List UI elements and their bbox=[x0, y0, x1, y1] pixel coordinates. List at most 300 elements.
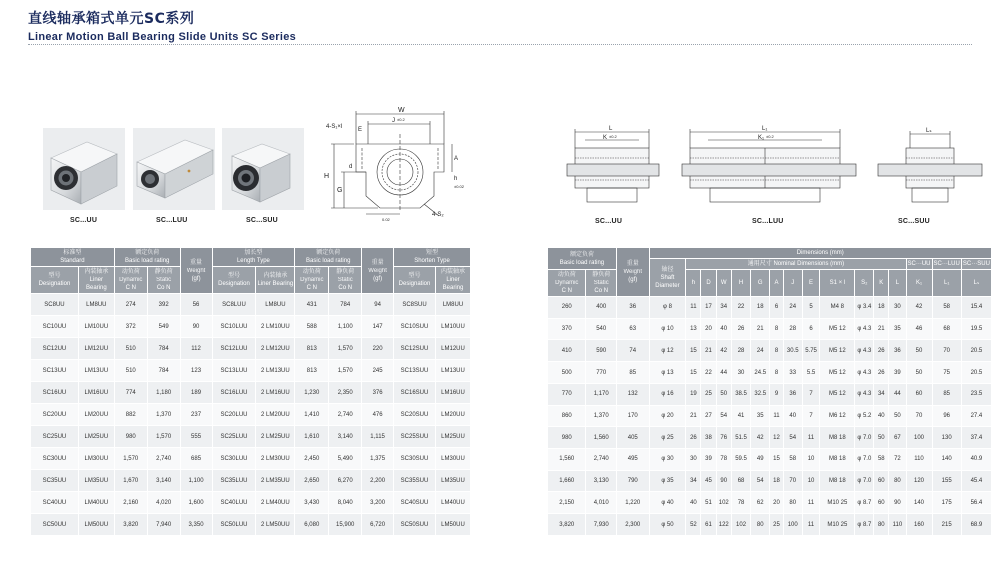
table-cell: 8 bbox=[770, 318, 783, 340]
table-cell: 1,220 bbox=[616, 492, 649, 514]
table-cell: 123 bbox=[180, 360, 212, 382]
col-dynamic-long: 动负荷 Dynamic C N bbox=[295, 267, 329, 294]
table-cell: M5 12 bbox=[820, 383, 855, 405]
table-cell: 175 bbox=[932, 492, 961, 514]
table-cell: 2 LM40UU bbox=[256, 492, 295, 514]
table-row bbox=[548, 514, 992, 536]
table-cell: 24.5 bbox=[751, 362, 770, 384]
table-cell: 6,270 bbox=[329, 470, 362, 492]
table-cell: SC10SUU bbox=[394, 316, 436, 338]
table-cell: 3,820 bbox=[548, 514, 586, 536]
table-cell: 1,570 bbox=[329, 338, 362, 360]
table-cell: 68.9 bbox=[961, 514, 991, 536]
table-cell: 32.5 bbox=[751, 383, 770, 405]
table-cell: 2,740 bbox=[586, 449, 616, 471]
table-cell: 44 bbox=[889, 383, 906, 405]
col-static-dim: 静负荷 Static Co N bbox=[586, 270, 616, 297]
table-cell: 42 bbox=[751, 427, 770, 449]
table-cell: 58 bbox=[783, 449, 802, 471]
table-cell: 590 bbox=[586, 340, 616, 362]
table-cell: 27 bbox=[701, 405, 716, 427]
table-cell: 110 bbox=[889, 514, 906, 536]
table-cell: 80 bbox=[783, 492, 802, 514]
table-cell: 50 bbox=[716, 383, 731, 405]
table-cell: 50 bbox=[906, 340, 932, 362]
table-cell: SC25UU bbox=[31, 426, 79, 448]
table-cell: M5 12 bbox=[820, 362, 855, 384]
table-cell: 400 bbox=[586, 297, 616, 319]
table-cell: 10 bbox=[802, 449, 819, 471]
table-row bbox=[548, 492, 992, 514]
table-row bbox=[548, 470, 992, 492]
table-cell: 102 bbox=[731, 514, 750, 536]
table-cell: 260 bbox=[548, 297, 586, 319]
table-cell: 1,100 bbox=[329, 316, 362, 338]
table-cell: 30 bbox=[686, 449, 701, 471]
table-cell: 140 bbox=[932, 449, 961, 471]
table-cell: SC16UU bbox=[31, 382, 79, 404]
table-row bbox=[548, 297, 992, 319]
table-cell: 22 bbox=[701, 362, 716, 384]
table-cell: 588 bbox=[295, 316, 329, 338]
table-cell: SC50UU bbox=[31, 514, 79, 536]
table-cell: SC8UU bbox=[31, 294, 79, 316]
col-dim: S1 × l bbox=[820, 270, 855, 297]
table-cell: 2,200 bbox=[362, 470, 394, 492]
table-cell: SC12UU bbox=[31, 338, 79, 360]
table-cell: φ 10 bbox=[649, 318, 686, 340]
table-cell: 4,010 bbox=[586, 492, 616, 514]
table-cell: 980 bbox=[548, 427, 586, 449]
table-cell: LM30UU bbox=[435, 448, 470, 470]
dim-j: J bbox=[392, 118, 395, 124]
table-cell: SC35UU bbox=[31, 470, 79, 492]
table-cell: 21 bbox=[686, 405, 701, 427]
table-cell: 1,610 bbox=[295, 426, 329, 448]
table-cell: SC8LUU bbox=[212, 294, 256, 316]
header-divider bbox=[28, 44, 972, 45]
table-cell: 30 bbox=[731, 362, 750, 384]
table-cell: 2,160 bbox=[114, 492, 147, 514]
table-cell: SC12SUU bbox=[394, 338, 436, 360]
table-cell: 122 bbox=[716, 514, 731, 536]
table-cell: 2,150 bbox=[548, 492, 586, 514]
table-cell: φ 35 bbox=[649, 470, 686, 492]
table-cell: 237 bbox=[180, 404, 212, 426]
col-dim: E bbox=[802, 270, 819, 297]
table-cell: SC20UU bbox=[31, 404, 79, 426]
table-cell: LM20UU bbox=[78, 404, 114, 426]
table-cell: 102 bbox=[716, 492, 731, 514]
table-cell: 2 LM20UU bbox=[256, 404, 295, 426]
table-cell: 19 bbox=[686, 383, 701, 405]
table-cell: 15.4 bbox=[961, 297, 991, 319]
table-cell: 7,940 bbox=[147, 514, 180, 536]
table-cell: 74 bbox=[616, 340, 649, 362]
table-cell: LM20UU bbox=[435, 404, 470, 426]
table-cell: 370 bbox=[548, 318, 586, 340]
table-cell: 38.5 bbox=[731, 383, 750, 405]
dim-s1: 4-S₁×l bbox=[326, 124, 343, 130]
table-cell: 2 LM16UU bbox=[256, 382, 295, 404]
table-cell: 130 bbox=[932, 427, 961, 449]
table-cell: 40 bbox=[716, 318, 731, 340]
table-cell: 770 bbox=[548, 383, 586, 405]
table-cell: 26 bbox=[731, 318, 750, 340]
table-cell: 3,430 bbox=[295, 492, 329, 514]
table-cell: 510 bbox=[114, 360, 147, 382]
table-cell: 60 bbox=[874, 492, 889, 514]
table-cell: 372 bbox=[114, 316, 147, 338]
photo-label-uu: SC...UU bbox=[70, 217, 98, 224]
table-cell: LM16UU bbox=[78, 382, 114, 404]
table-cell: 1,100 bbox=[180, 470, 212, 492]
table-cell: 21 bbox=[751, 318, 770, 340]
col-dim: D bbox=[701, 270, 716, 297]
table-cell: LM25UU bbox=[435, 426, 470, 448]
table-cell: 405 bbox=[616, 427, 649, 449]
table-cell: 80 bbox=[874, 514, 889, 536]
table-cell: 1,170 bbox=[586, 383, 616, 405]
table-cell: φ 7.0 bbox=[855, 427, 874, 449]
table-cell: φ 3.4 bbox=[855, 297, 874, 319]
table-cell: 51 bbox=[701, 492, 716, 514]
table-cell: φ 25 bbox=[649, 427, 686, 449]
table-cell: 36 bbox=[616, 297, 649, 319]
photo-label-luu: SC...LUU bbox=[156, 217, 188, 224]
table-cell: 50 bbox=[874, 427, 889, 449]
table-cell: 85 bbox=[932, 383, 961, 405]
title-chinese: 直线轴承箱式单元SC系列 bbox=[28, 11, 195, 27]
table-cell: 500 bbox=[548, 362, 586, 384]
table-cell: SC50LUU bbox=[212, 514, 256, 536]
table-cell: 132 bbox=[616, 383, 649, 405]
table-cell: M6 12 bbox=[820, 405, 855, 427]
table-cell: 42 bbox=[716, 340, 731, 362]
table-cell: 8 bbox=[770, 362, 783, 384]
front-view-drawing bbox=[304, 104, 464, 224]
dim-s2: 4-S₂ bbox=[432, 212, 444, 218]
table-cell: 52 bbox=[686, 514, 701, 536]
table-cell: 56.4 bbox=[961, 492, 991, 514]
group-length-type: 加长型 Length Type bbox=[212, 248, 295, 267]
table-cell: 49 bbox=[751, 449, 770, 471]
table-cell: 147 bbox=[362, 316, 394, 338]
table-cell: 60 bbox=[906, 383, 932, 405]
table-cell: 11 bbox=[802, 427, 819, 449]
col-dim: L₁ bbox=[932, 270, 961, 297]
table-cell: 27.4 bbox=[961, 405, 991, 427]
table-cell: 7 bbox=[802, 405, 819, 427]
table-cell: 2,350 bbox=[329, 382, 362, 404]
table-cell: 68 bbox=[731, 470, 750, 492]
table-cell: 215 bbox=[932, 514, 961, 536]
table-cell: 19.5 bbox=[961, 318, 991, 340]
table-cell: 770 bbox=[586, 362, 616, 384]
table-row bbox=[548, 427, 992, 449]
table-cell: 12 bbox=[770, 427, 783, 449]
table-cell: SC40SUU bbox=[394, 492, 436, 514]
title-english: Linear Motion Ball Bearing Slide Units SC Series bbox=[28, 31, 297, 43]
table-cell: φ 5.2 bbox=[855, 405, 874, 427]
table-cell: 6,080 bbox=[295, 514, 329, 536]
table-cell: 189 bbox=[180, 382, 212, 404]
table-cell: SC20SUU bbox=[394, 404, 436, 426]
col-static-long: 静负荷 Static Co N bbox=[329, 267, 362, 294]
dim-flatness: 0.02 bbox=[382, 217, 390, 222]
table-cell: 11 bbox=[802, 492, 819, 514]
table-cell: 61 bbox=[701, 514, 716, 536]
table-cell: 58 bbox=[932, 297, 961, 319]
table-cell: 20 bbox=[770, 492, 783, 514]
dim-h: h bbox=[454, 176, 458, 182]
table-cell: 94 bbox=[362, 294, 394, 316]
table-cell: 1,370 bbox=[586, 405, 616, 427]
table-cell: 28 bbox=[783, 318, 802, 340]
table-cell: 6 bbox=[802, 318, 819, 340]
table-cell: 2 LM12UU bbox=[256, 338, 295, 360]
col-dim: h bbox=[686, 270, 701, 297]
table-cell: 1,370 bbox=[147, 404, 180, 426]
table-cell: 40 bbox=[686, 492, 701, 514]
section-drawing-luu bbox=[680, 122, 860, 214]
table-cell: 21 bbox=[874, 318, 889, 340]
table-cell: 30.5 bbox=[783, 340, 802, 362]
table-row bbox=[548, 383, 992, 405]
table-cell: SC13UU bbox=[31, 360, 79, 382]
dim-k-tol: ±0.2 bbox=[609, 134, 617, 139]
table-cell: 1,570 bbox=[114, 448, 147, 470]
table-cell: 2,740 bbox=[147, 448, 180, 470]
col-dim: Lₛ bbox=[961, 270, 991, 297]
table-row bbox=[31, 426, 471, 448]
table-cell: 15 bbox=[770, 449, 783, 471]
col-dim: K₁ bbox=[906, 270, 932, 297]
table-cell: 39 bbox=[889, 362, 906, 384]
table-cell: 35 bbox=[889, 318, 906, 340]
dim-k1-tol: ±0.2 bbox=[766, 134, 774, 139]
table-cell: 1,600 bbox=[180, 492, 212, 514]
table-cell: SC16SUU bbox=[394, 382, 436, 404]
table-cell: φ 4.3 bbox=[855, 340, 874, 362]
table-cell: 2,450 bbox=[295, 448, 329, 470]
table-cell: 45 bbox=[701, 470, 716, 492]
table-cell: 2,740 bbox=[329, 404, 362, 426]
table-cell: 90 bbox=[180, 316, 212, 338]
table-row bbox=[31, 448, 471, 470]
col-liner-bearing: 内装轴承 Liner Bearing bbox=[78, 267, 114, 294]
table-cell: SC13LUU bbox=[212, 360, 256, 382]
table-cell: 3,820 bbox=[114, 514, 147, 536]
table-cell: M5 12 bbox=[820, 340, 855, 362]
col-dynamic: 动负荷 Dynamic C N bbox=[114, 267, 147, 294]
table-cell: 46 bbox=[906, 318, 932, 340]
table-cell: SC13SUU bbox=[394, 360, 436, 382]
col-shaft-diameter: 轴径 Shaft Diameter bbox=[649, 259, 686, 297]
table-row bbox=[31, 514, 471, 536]
table-cell: 1,230 bbox=[295, 382, 329, 404]
table-cell: 44 bbox=[716, 362, 731, 384]
table-cell: M10 25 bbox=[820, 514, 855, 536]
table-cell: 20.5 bbox=[961, 340, 991, 362]
table-cell: SC30UU bbox=[31, 448, 79, 470]
table-cell: 160 bbox=[906, 514, 932, 536]
table-cell: SC12LUU bbox=[212, 338, 256, 360]
dim-d: d bbox=[349, 164, 353, 170]
table-cell: φ 30 bbox=[649, 449, 686, 471]
table-cell: 90 bbox=[716, 470, 731, 492]
table-cell: 2 LM25UU bbox=[256, 426, 295, 448]
table-cell: 790 bbox=[616, 470, 649, 492]
table-row bbox=[31, 492, 471, 514]
table-cell: 8 bbox=[770, 340, 783, 362]
group-shorten-type: 短型 Shorten Type bbox=[394, 248, 471, 267]
table-cell: 20.5 bbox=[961, 362, 991, 384]
table-cell: M4 8 bbox=[820, 297, 855, 319]
table-cell: 23.5 bbox=[961, 383, 991, 405]
product-photo-sc-luu bbox=[133, 128, 215, 210]
table-cell: 2 LM50UU bbox=[256, 514, 295, 536]
table-cell: 50 bbox=[889, 405, 906, 427]
table-cell: 882 bbox=[114, 404, 147, 426]
dim-a: A bbox=[454, 156, 459, 162]
table-row bbox=[31, 382, 471, 404]
table-cell: 120 bbox=[906, 470, 932, 492]
page-header bbox=[28, 8, 296, 43]
table-cell: LM8UU bbox=[256, 294, 295, 316]
col-dim: S₂ bbox=[855, 270, 874, 297]
table-cell: SC10LUU bbox=[212, 316, 256, 338]
table-cell: 41 bbox=[731, 405, 750, 427]
col-weight-dim: 重量 Weight (gf) bbox=[616, 248, 649, 297]
table-cell: 7 bbox=[802, 383, 819, 405]
table-cell: LM50UU bbox=[78, 514, 114, 536]
table-cell: 1,570 bbox=[329, 360, 362, 382]
load-rating-table bbox=[30, 247, 471, 536]
dim-w: W bbox=[398, 107, 405, 114]
dim-h-tol: ±0.02 bbox=[454, 184, 464, 189]
table-cell: 3,130 bbox=[586, 470, 616, 492]
dim-l: L bbox=[609, 126, 613, 132]
table-cell: SC25SUU bbox=[394, 426, 436, 448]
table-cell: 274 bbox=[114, 294, 147, 316]
table-cell: 376 bbox=[362, 382, 394, 404]
table-cell: LM16UU bbox=[435, 382, 470, 404]
table-cell: 67 bbox=[889, 427, 906, 449]
table-cell: 2 LM13UU bbox=[256, 360, 295, 382]
table-cell: 1,660 bbox=[548, 470, 586, 492]
table-cell: 40.9 bbox=[961, 449, 991, 471]
table-cell: φ 13 bbox=[649, 362, 686, 384]
table-cell: 63 bbox=[616, 318, 649, 340]
dimensions-table bbox=[547, 247, 992, 536]
table-cell: 18 bbox=[751, 297, 770, 319]
table-cell: 11 bbox=[686, 297, 701, 319]
table-row bbox=[31, 470, 471, 492]
table-cell: 54 bbox=[783, 427, 802, 449]
table-cell: φ 12 bbox=[649, 340, 686, 362]
table-cell: 1,180 bbox=[147, 382, 180, 404]
table-row bbox=[548, 449, 992, 471]
table-cell: 4,020 bbox=[147, 492, 180, 514]
product-photo-sc-suu bbox=[222, 128, 304, 210]
table-cell: 3,140 bbox=[147, 470, 180, 492]
table-cell: M8 18 bbox=[820, 427, 855, 449]
table-cell: 860 bbox=[548, 405, 586, 427]
table-cell: 18 bbox=[874, 297, 889, 319]
table-cell: 540 bbox=[586, 318, 616, 340]
table-cell: 26 bbox=[874, 362, 889, 384]
table-cell: 3,140 bbox=[329, 426, 362, 448]
table-cell: 15 bbox=[686, 340, 701, 362]
table-cell: 11 bbox=[802, 514, 819, 536]
table-cell: 1,560 bbox=[586, 427, 616, 449]
table-cell: LM10UU bbox=[78, 316, 114, 338]
dim-l1: L₁ bbox=[762, 126, 768, 132]
col-liner-bearing-long: 内装轴承 Liner Bearing bbox=[256, 267, 295, 294]
table-cell: LM13UU bbox=[78, 360, 114, 382]
col-designation-short: 型号 Designation bbox=[394, 267, 436, 294]
table-cell: φ 8 bbox=[649, 297, 686, 319]
table-cell: 33 bbox=[783, 362, 802, 384]
table-cell: 784 bbox=[147, 360, 180, 382]
table-cell: 13 bbox=[686, 318, 701, 340]
photo-label-suu: SC...SUU bbox=[246, 217, 278, 224]
table-cell: 34 bbox=[686, 470, 701, 492]
dim-ls: Lₛ bbox=[926, 128, 932, 134]
table-cell: 80 bbox=[889, 470, 906, 492]
table-cell: 58 bbox=[874, 449, 889, 471]
table-cell: 39 bbox=[701, 449, 716, 471]
table-row bbox=[548, 405, 992, 427]
table-cell: LM25UU bbox=[78, 426, 114, 448]
drawing-label-suu: SC...SUU bbox=[898, 218, 930, 225]
table-cell: 35 bbox=[751, 405, 770, 427]
table-cell: 8,040 bbox=[329, 492, 362, 514]
table-cell: 685 bbox=[180, 448, 212, 470]
table-row bbox=[548, 362, 992, 384]
table-cell: 112 bbox=[180, 338, 212, 360]
table-cell: 11 bbox=[770, 405, 783, 427]
table-cell: 96 bbox=[932, 405, 961, 427]
table-cell: 34 bbox=[716, 297, 731, 319]
table-cell: 476 bbox=[362, 404, 394, 426]
table-cell: 56 bbox=[180, 294, 212, 316]
table-cell: 78 bbox=[731, 492, 750, 514]
table-cell: φ 20 bbox=[649, 405, 686, 427]
table-cell: φ 7.0 bbox=[855, 449, 874, 471]
table-cell: 54 bbox=[751, 470, 770, 492]
table-cell: 26 bbox=[686, 427, 701, 449]
table-cell: φ 8.7 bbox=[855, 514, 874, 536]
table-cell: 6 bbox=[770, 297, 783, 319]
table-cell: 51.5 bbox=[731, 427, 750, 449]
dim-k1: K₁ bbox=[758, 135, 765, 141]
table-cell: 70 bbox=[783, 470, 802, 492]
table-cell: 24 bbox=[751, 340, 770, 362]
table-cell: 1,115 bbox=[362, 426, 394, 448]
table-cell: SC30LUU bbox=[212, 448, 256, 470]
table-cell: 245 bbox=[362, 360, 394, 382]
table-cell: 54 bbox=[716, 405, 731, 427]
group-sc-uu: SC···UU bbox=[906, 259, 932, 270]
table-cell: 555 bbox=[180, 426, 212, 448]
table-cell: SC8SUU bbox=[394, 294, 436, 316]
table-cell: 1,670 bbox=[114, 470, 147, 492]
table-cell: LM35UU bbox=[435, 470, 470, 492]
table-cell: 15 bbox=[686, 362, 701, 384]
table-cell: 6,720 bbox=[362, 514, 394, 536]
